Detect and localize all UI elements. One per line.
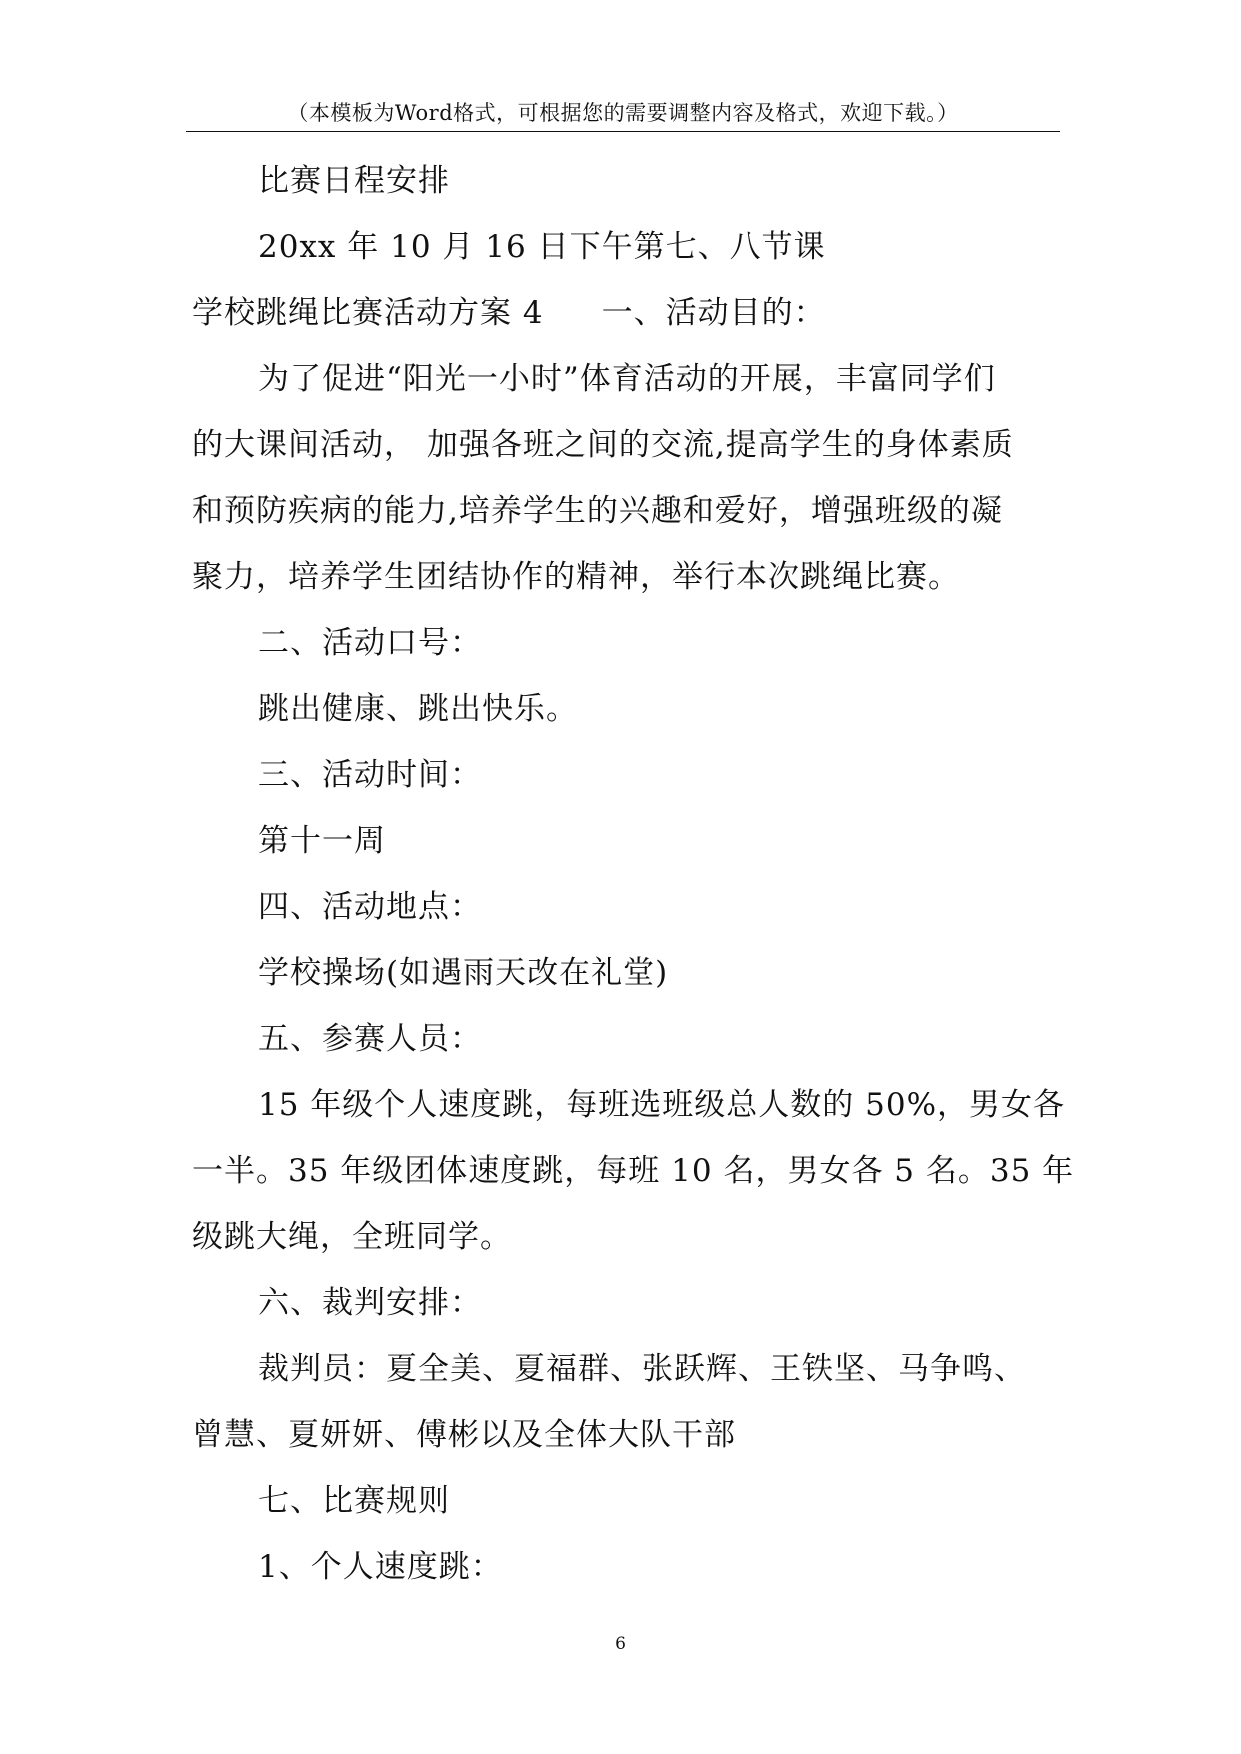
section-heading-time: 三、活动时间： xyxy=(258,757,482,793)
template-header-note: （本模板为Word格式，可根据您的需要调整内容及格式，欢迎下载。） xyxy=(287,101,959,125)
paragraph-line: 跳出健康、跳出快乐。 xyxy=(258,691,578,727)
paragraph-line: 曾慧、夏妍妍、傅彬以及全体大队干部 xyxy=(192,1417,736,1453)
paragraph-line: 学校操场(如遇雨天改在礼堂) xyxy=(258,955,669,991)
schedule-date-line: 20xx 年 10 月 16 日下午第七、八节课 xyxy=(258,229,826,265)
schedule-heading: 比赛日程安排 xyxy=(258,163,450,199)
plan-title-line xyxy=(192,280,826,346)
paragraph-line: 一半。35 年级团体速度跳，每班 10 名，男女各 5 名。35 年 xyxy=(192,1153,1075,1189)
section-heading-purpose: 一、活动目的： xyxy=(601,295,826,331)
paragraph-line: 为了促进“阳光一小时”体育活动的开展，丰富同学们 xyxy=(258,361,996,397)
paragraph-line: 裁判员：夏全美、夏福群、张跃辉、王铁坚、马争鸣、 xyxy=(258,1351,1026,1387)
section-heading-referees: 六、裁判安排： xyxy=(258,1285,482,1321)
section-heading-slogan: 二、活动口号： xyxy=(258,625,482,661)
paragraph-line: 第十一周 xyxy=(258,823,386,859)
paragraph-line: 聚力，培养学生团结协作的精神，举行本次跳绳比赛。 xyxy=(192,559,960,595)
header-divider xyxy=(186,131,1060,132)
paragraph-line: 级跳大绳，全班同学。 xyxy=(192,1219,512,1255)
section-heading-location: 四、活动地点： xyxy=(258,889,482,925)
paragraph-line: 和预防疾病的能力,培养学生的兴趣和爱好，增强班级的凝 xyxy=(192,493,1003,529)
section-heading-participants: 五、参赛人员： xyxy=(258,1021,482,1057)
section-heading-rules: 七、比赛规则 xyxy=(258,1483,450,1519)
subsection-heading: 1、个人速度跳： xyxy=(258,1549,503,1585)
paragraph-line: 的大课间活动， 加强各班之间的交流,提高学生的身体素质 xyxy=(192,427,1014,463)
page-number: 6 xyxy=(615,1634,626,1654)
paragraph-line: 15 年级个人速度跳，每班选班级总人数的 50%，男女各 xyxy=(258,1087,1066,1123)
plan-title: 学校跳绳比赛活动方案 4 xyxy=(192,295,544,331)
